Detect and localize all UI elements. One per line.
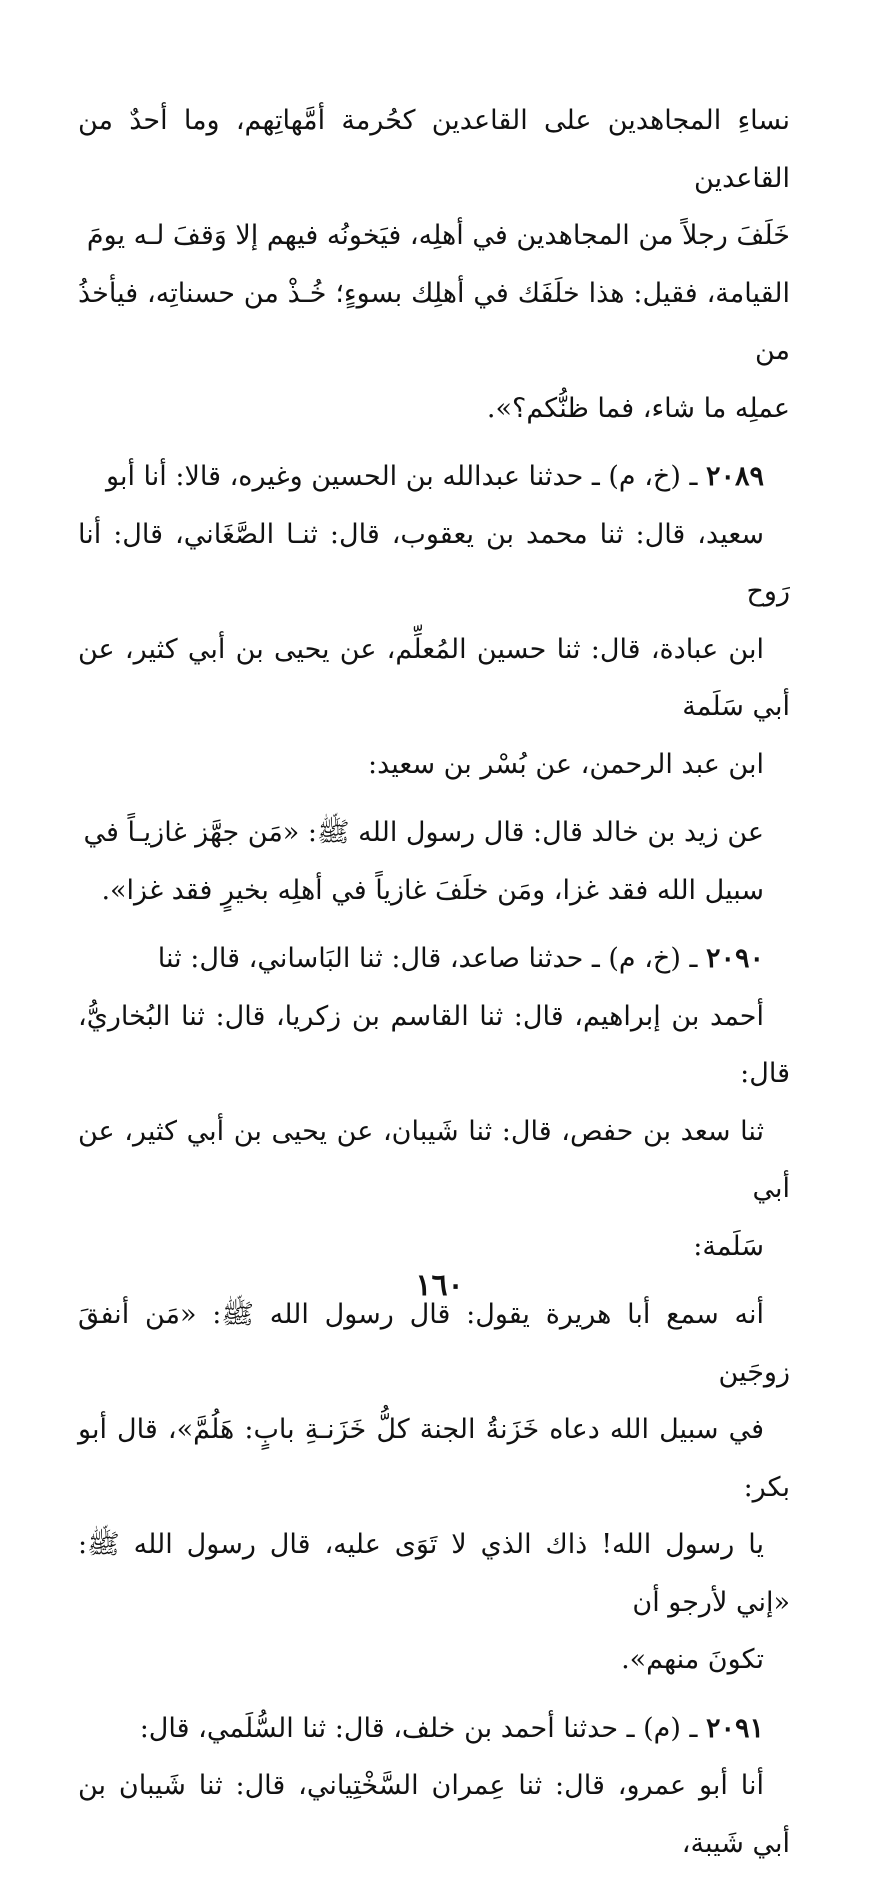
text-fragment: ـ (م) ـ حدثنا أحمد بن خلف، قال: ثنا السُّلَمي، قال: — [139, 1712, 698, 1744]
text-line: أنا أبو عمرو، قال: ثنا عِمران السَّخْتِياني، قال: ثنا شَيبان بن أبي شَيبة، — [78, 1770, 790, 1859]
hadith-2090-matn — [78, 1286, 790, 1689]
text-line: أحمد بن إبراهيم، قال: ثنا القاسم بن زكريا، قال: ثنا البُخاريُّ، قال: — [78, 1000, 790, 1089]
hadith-2091-isnad — [78, 1700, 790, 1873]
text-line: في سبيل الله دعاه خَزَنةُ الجنة كلُّ خَزَنـةِ بابٍ: هَلُمَّ»، قال أبو بكر: — [78, 1414, 790, 1503]
hadith-number: ٢٠٨٩ — [705, 461, 764, 492]
text-line: أنه سمع أبا هريرة يقول: قال رسول الله ﷺ: «مَن أنفقَ زوجَين — [78, 1299, 790, 1388]
paragraph-continuation — [78, 92, 790, 437]
hadith-2090-isnad — [78, 930, 790, 1275]
hadith-number: ٢٠٩١ — [705, 1712, 764, 1744]
text-line: القيامة، فقيل: هذا خلَفَك في أهلِك بسوءٍ؛ خُـذْ من حسناتِه، فيأخذُ من — [78, 277, 790, 366]
text-line — [78, 1700, 790, 1758]
text-line: نساءِ المجاهدين على القاعدين كحُرمة أمَّهاتِهم، وما أحدٌ من القاعدين — [78, 105, 790, 194]
text-line: ابن عبد الرحمن، عن بُسْر بن سعيد: — [368, 748, 764, 780]
text-line — [78, 930, 790, 988]
text-line: تكونَ منهم». — [621, 1644, 764, 1675]
hadith-2089-isnad — [78, 448, 790, 793]
book-page — [78, 92, 790, 1883]
page-number: ١٦٠ — [415, 1268, 464, 1303]
hadith-number: ٢٠٩٠ — [705, 943, 764, 974]
text-line: عملِه ما شاء، فما ظنُّكم؟». — [486, 392, 790, 424]
text-line: ابن عبادة، قال: ثنا حسين المُعلِّم، عن يحيى بن أبي كثير، عن أبي سَلَمة — [78, 633, 790, 722]
text-fragment: ـ (خ، م) ـ حدثنا عبدالله بن الحسين وغيره، قالا: أنا أبو — [106, 461, 698, 492]
text-line: سعيد، قال: ثنا محمد بن يعقوب، قال: ثنـا الصَّغَاني، قال: أنا رَوح — [78, 518, 790, 607]
text-fragment: ـ (خ، م) ـ حدثنا صاعد، قال: ثنا البَاساني، قال: ثنا — [157, 943, 698, 974]
text-line: ثنا سعد بن حفص، قال: ثنا شَيبان، عن يحيى بن أبي كثير، عن أبي — [78, 1115, 790, 1204]
text-line: خَلَفَ رجلاً من المجاهدين في أهلِه، فيَخونُه فيهم إلا وَقفَ لـه يومَ — [86, 220, 790, 251]
text-line — [78, 448, 790, 506]
text-line: يا رسول الله! ذاك الذي لا تَوَى عليه، قال رسول الله ﷺ: «إني لأرجو أن — [78, 1529, 790, 1618]
text-line: سبيل الله فقد غزا، ومَن خلَفَ غازياً في أهلِه بخيرٍ فقد غزا». — [101, 874, 764, 906]
text-line: عن زيد بن خالد قال: قال رسول الله ﷺ: «مَن جهَّز غازيـاً في — [83, 817, 764, 848]
hadith-2089-matn — [78, 804, 790, 919]
text-line: سَلَمة: — [693, 1230, 764, 1262]
